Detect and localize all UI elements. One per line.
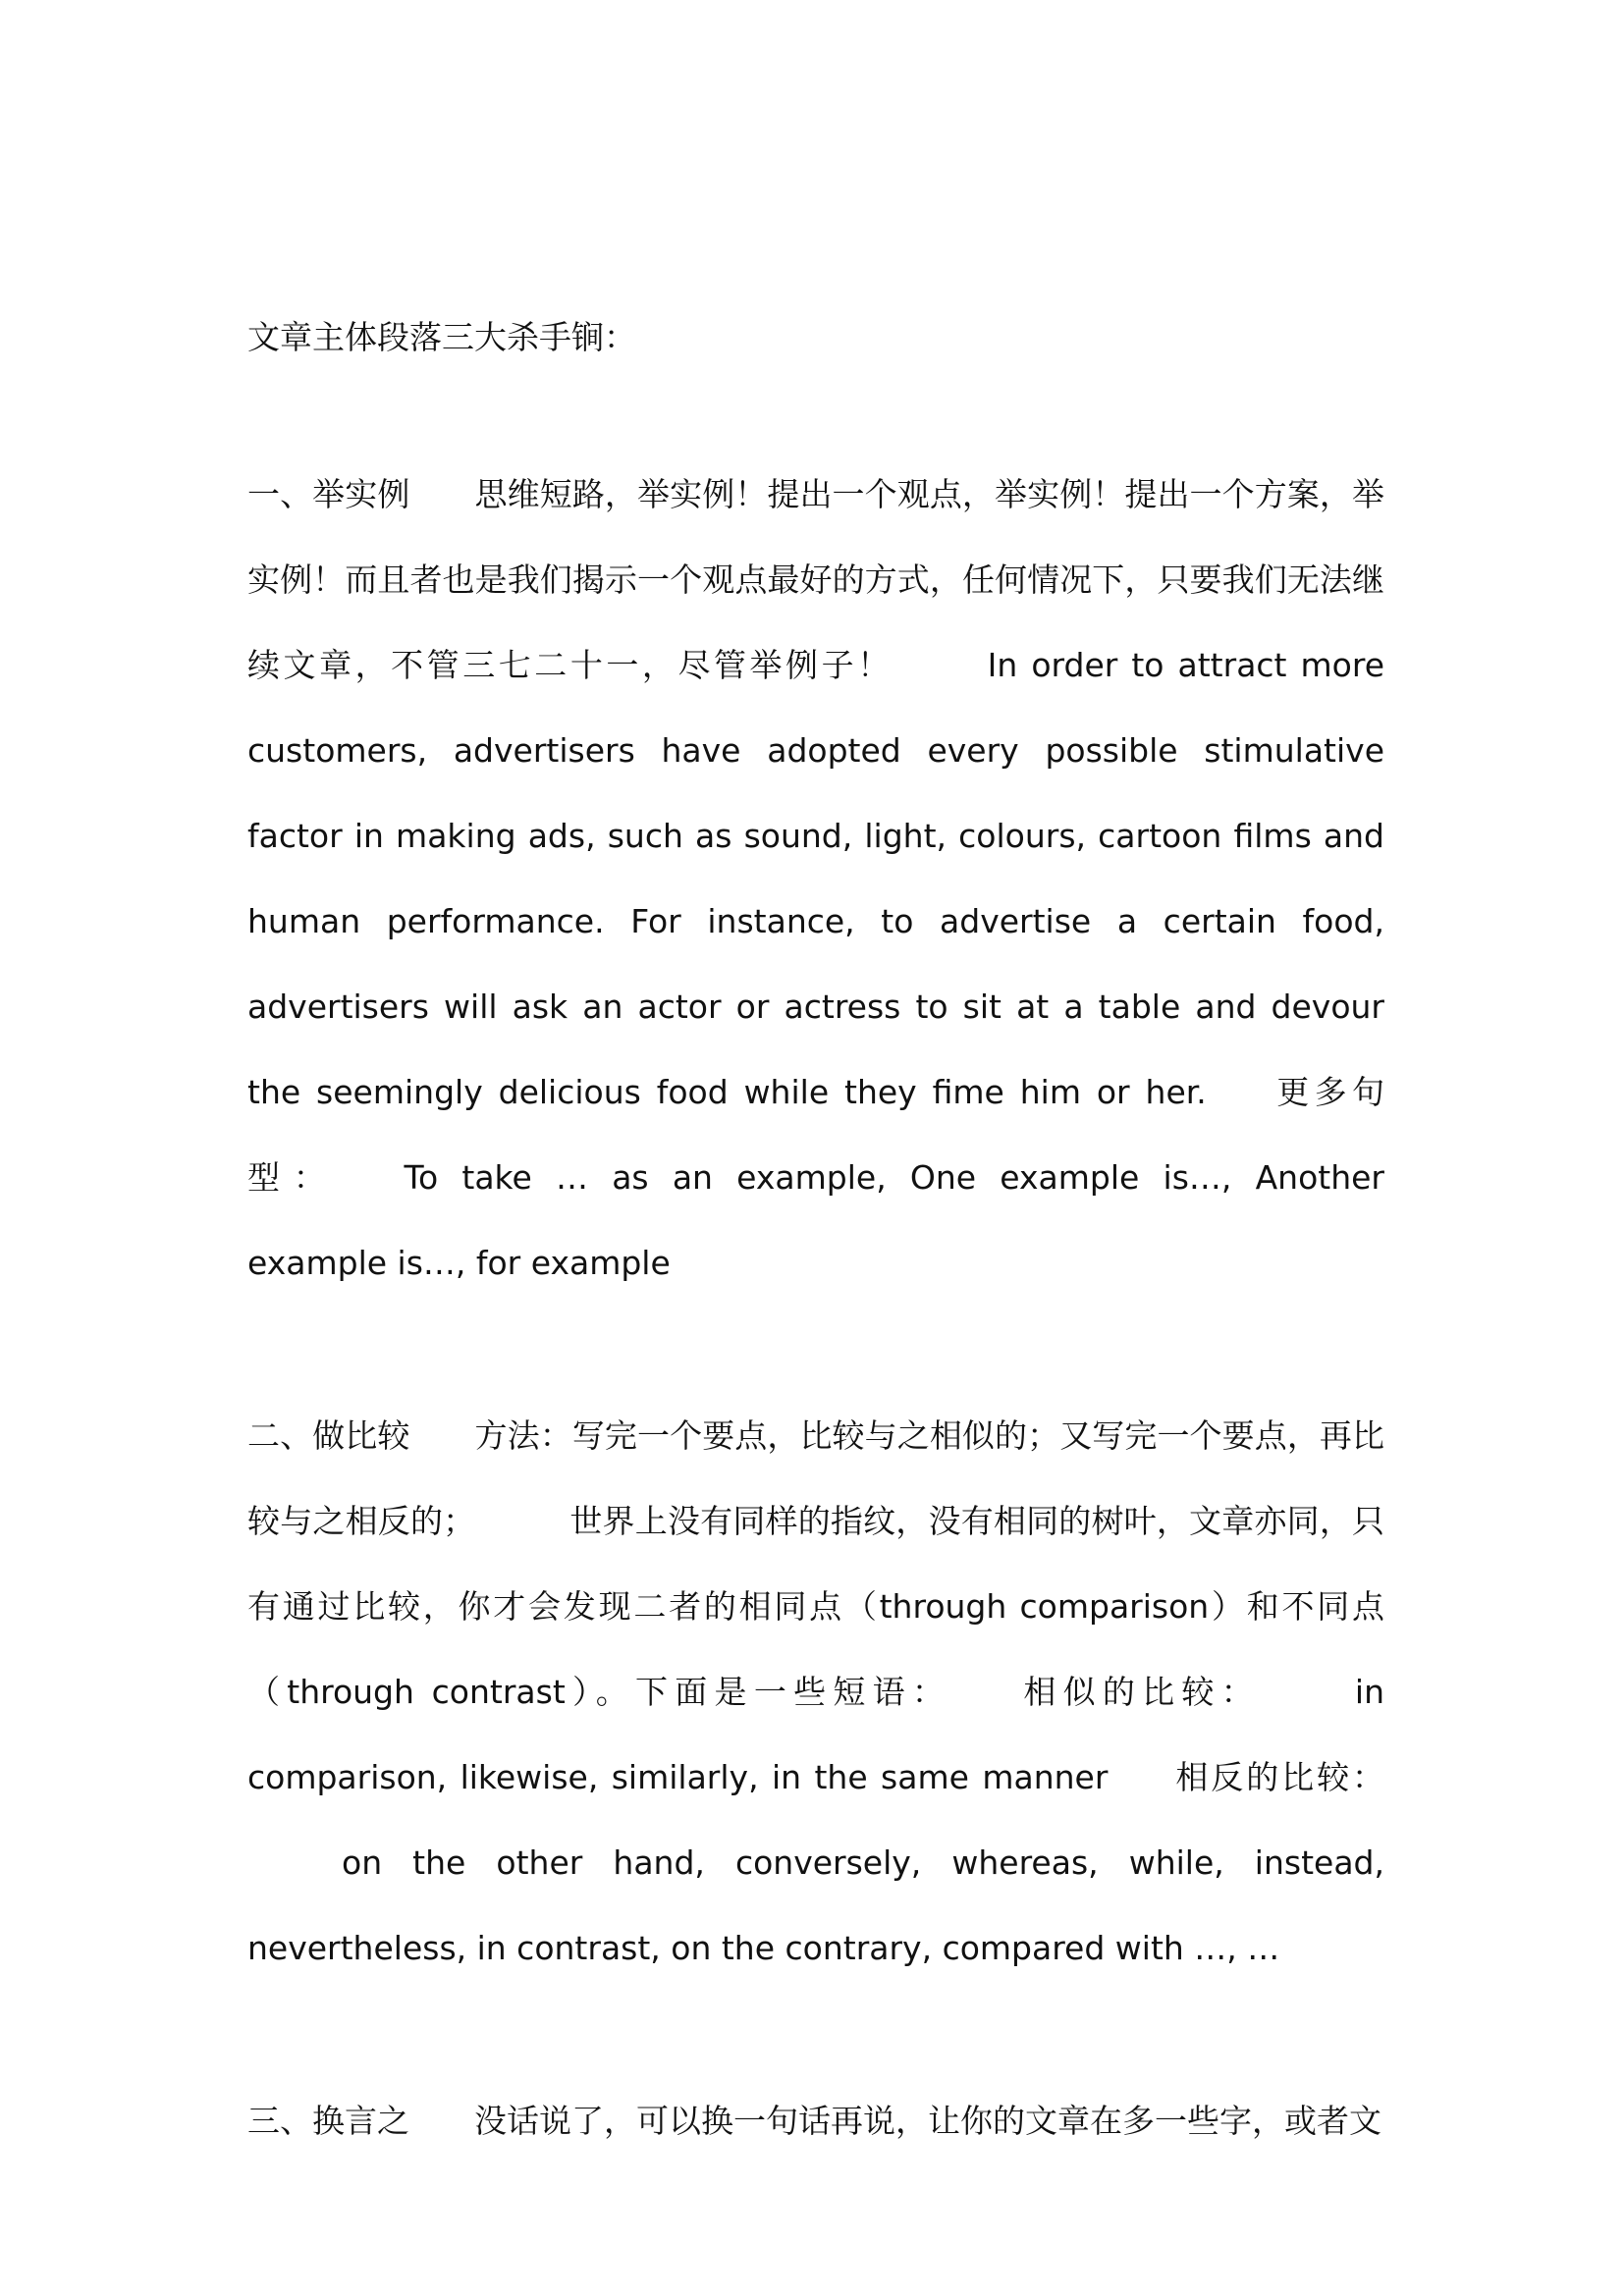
example-text: In order to attract more customers, advertisers have adopted every possible stimulative factor in making ads, such as sound, light, colours, cartoon films and human performance. For instance, to advertise a certain food, advertisers will ask an actor or actress to sit at a table and devour the seemingly delicious food while they fime him or her. [247,646,1385,1111]
section-title: 一、举实例 [247,475,410,513]
document-page [247,294,1384,2163]
spacer [247,1306,1384,1393]
contrast-phrases: on the other hand, conversely, whereas, while, instead, nevertheless, in contrast, on the contrary, compared with …, … [247,1843,1384,1967]
section-example [247,452,1384,1306]
similar-label: 相似的比较： [1016,1673,1261,1711]
comparison-explanation: 世界上没有同样的指纹，没有相同的树叶，文章亦同，只有通过比较，你才会发现二者的相同点（through comparison）和不同点（through contrast）。下面是一些短语： [247,1502,1385,1711]
more-patterns-text: To take … as an example, One example is…, Another example is…, for example [247,1158,1384,1282]
section-lead: 思维短路，举实例！提出一个观点，举实例！提出一个方案，举实例！而且者也是我们揭示一个观点最好的方式，任何情况下，只要我们无法继续文章，不管三七二十一，尽管举例子！ [247,475,1385,684]
spacer [247,1991,1384,2078]
section-title: 三、换言之 [247,2102,409,2140]
document-heading: 文章主体段落三大杀手锏： [247,318,636,356]
section-comparison [247,1393,1384,1991]
more-patterns-label: 更多句型： [247,1073,1385,1197]
spacer [247,380,1384,452]
contrast-label: 相反的比较： [1172,1758,1385,1796]
similar-phrases: in comparison, likewise, similarly, in the same manner [247,1673,1385,1796]
section-lead: 没话说了，可以换一句话再说，让你的文章在多一些字，或者文 [474,2102,1381,2140]
section-paraphrase [247,2078,1384,2163]
section-title: 二、做比较 [247,1416,410,1455]
section-lead: 方法：写完一个要点，比较与之相似的；又写完一个要点，再比较与之相反的； [247,1416,1385,1540]
